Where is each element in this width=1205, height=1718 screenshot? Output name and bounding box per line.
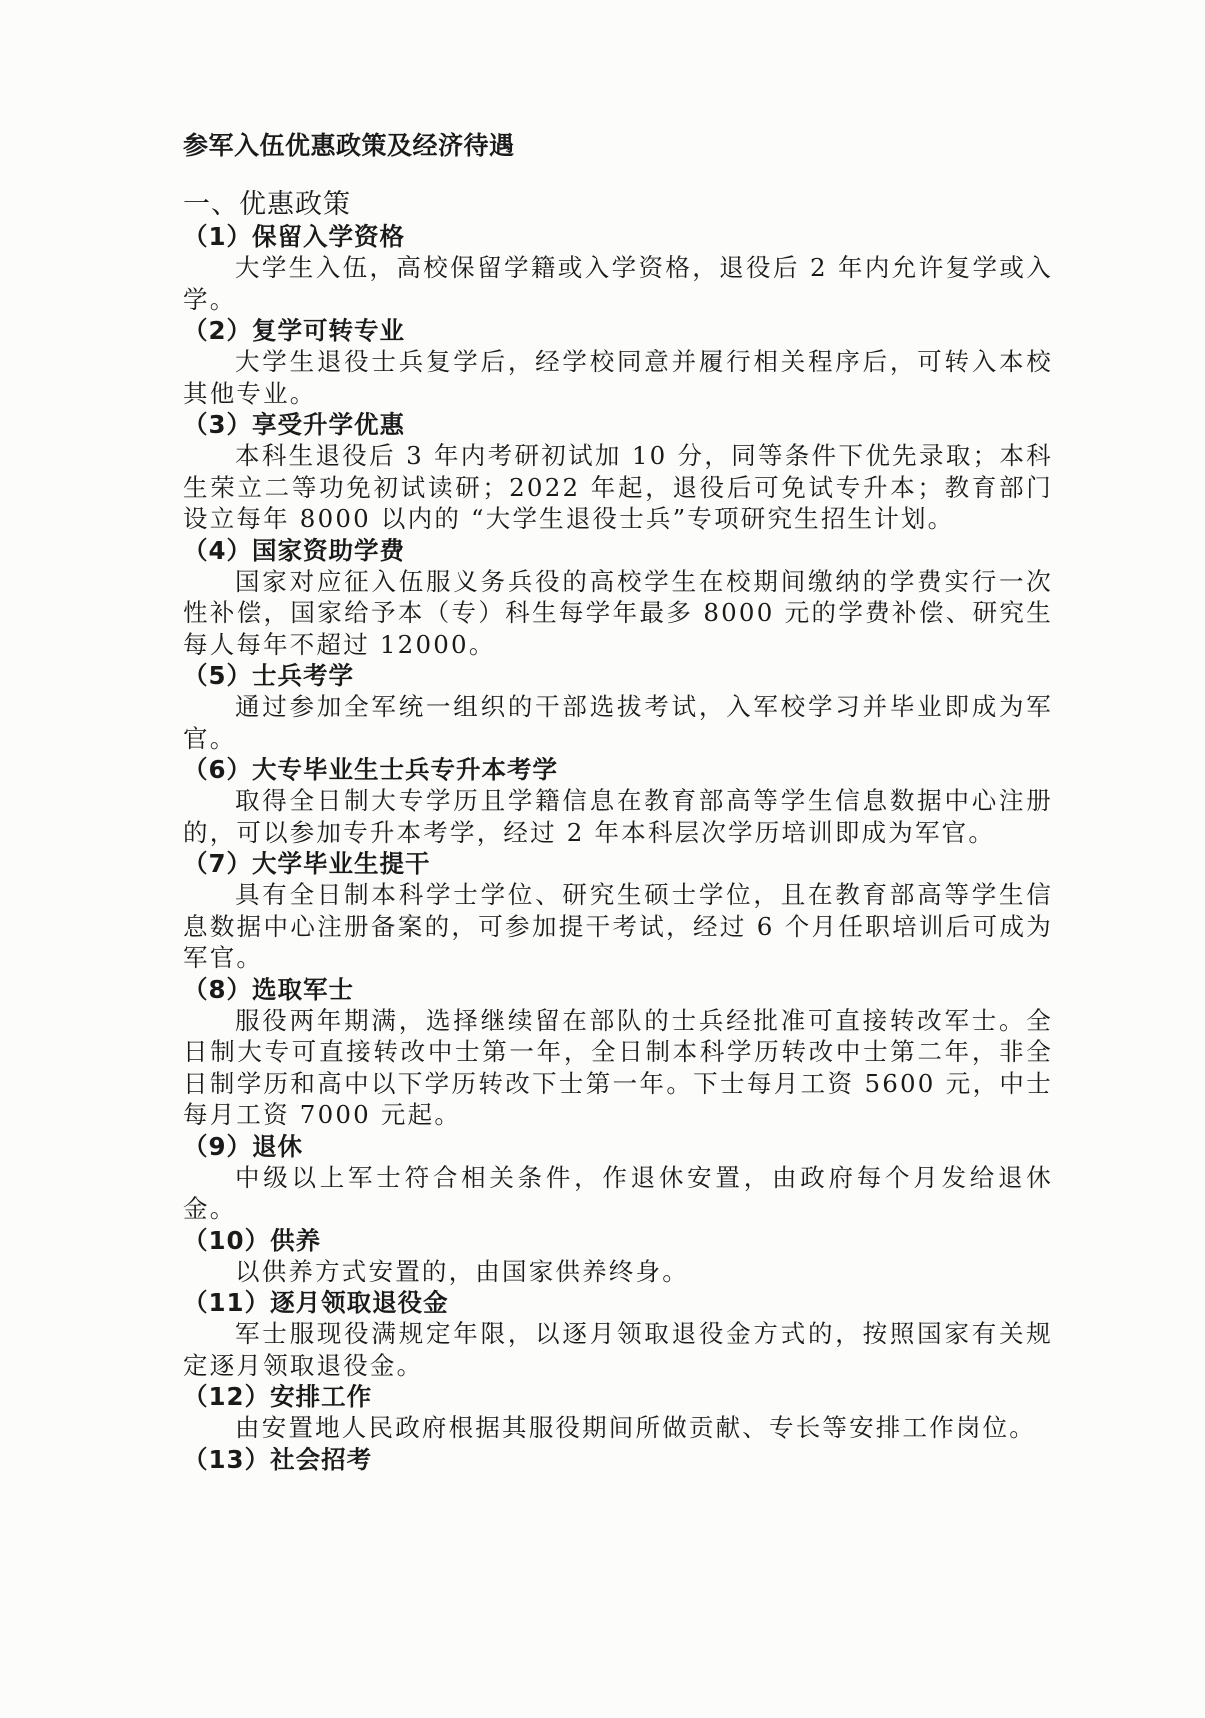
policy-item-body: 具有全日制本科学士学位、研究生硕士学位，且在教育部高等学生信息数据中心注册备案的，可参加提干考试，经过 6 个月任职培训后可成为军官。 <box>183 880 1053 972</box>
policy-item-body: 国家对应征入伍服义务兵役的高校学生在校期间缴纳的学费实行一次性补偿，国家给予本（专）科生每学年最多 8000 元的学费补偿、研究生每人每年不超过 12000。 <box>183 566 1053 659</box>
policy-item-heading: （3）享受升学优惠 <box>183 410 406 439</box>
policy-item-heading: （1）保留入学资格 <box>183 222 406 251</box>
policy-item-heading: （2）复学可转专业 <box>183 316 406 345</box>
policy-item-heading: （13）社会招考 <box>183 1444 373 1474</box>
document-body <box>183 128 1053 1475</box>
policy-item-heading: （7）大学毕业生提干 <box>183 849 431 878</box>
policy-item-body: 通过参加全军统一组织的干部选拔考试，入军校学习并毕业即成为军官。 <box>183 692 1053 753</box>
policy-item-body: 大学生入伍，高校保留学籍或入学资格，退役后 2 年内允许复学或入学。 <box>183 253 1053 314</box>
policy-item <box>183 222 1053 315</box>
policy-item-body: 军士服现役满规定年限，以逐月领取退役金方式的，按照国家有关规定逐月领取退役金。 <box>183 1319 1053 1380</box>
policy-item <box>183 316 1053 409</box>
policy-list <box>183 222 1053 1475</box>
policy-item <box>183 755 1053 848</box>
policy-item <box>183 1132 1053 1225</box>
policy-item <box>183 410 1053 535</box>
policy-item <box>183 1288 1053 1381</box>
policy-item-body: 以供养方式安置的，由国家供养终身。 <box>235 1256 689 1286</box>
policy-item-body: 中级以上军士符合相关条件，作退休安置，由政府每个月发给退休金。 <box>183 1162 1053 1223</box>
document-title: 参军入伍优惠政策及经济待遇 <box>183 131 515 160</box>
policy-item <box>183 975 1053 1131</box>
section-heading: 一、优惠政策 <box>183 189 351 220</box>
policy-item-heading: （10）供养 <box>183 1225 322 1255</box>
policy-item-body: 由安置地人民政府根据其服役期间所做贡献、专长等安排工作岗位。 <box>235 1413 1036 1442</box>
policy-item <box>183 536 1053 661</box>
policy-item-heading: （6）大专毕业生士兵专升本考学 <box>183 755 559 784</box>
policy-item <box>183 1382 1053 1444</box>
policy-item-body: 大学生退役士兵复学后，经学校同意并履行相关程序后，可转入本校其他专业。 <box>183 347 1053 408</box>
policy-item-body: 本科生退役后 3 年内考研初试加 10 分，同等条件下优先录取；本科生荣立二等功免初试读研；2022 年起，退役后可免试专升本；教育部门设立每年 8000 以内的 “大学生退役士兵”专项研究生招生计划。 <box>183 441 1053 533</box>
policy-item-body: 取得全日制大专学历且学籍信息在教育部高等学生信息数据中心注册的，可以参加专升本考学，经过 2 年本科层次学历培训即成为军官。 <box>183 786 1053 847</box>
policy-item <box>183 661 1053 754</box>
policy-item-body: 服役两年期满，选择继续留在部队的士兵经批准可直接转改军士。全日制大专可直接转改中士第一年，全日制本科学历转改中士第二年，非全日制学历和高中以下学历转改下士第一年。下士每月工资 5600 元，中士每月工资 7000 元起。 <box>183 1005 1053 1129</box>
policy-item-heading: （4）国家资助学费 <box>183 535 406 565</box>
policy-item <box>183 1445 1053 1475</box>
policy-item <box>183 849 1053 974</box>
policy-item-heading: （5）士兵考学 <box>183 661 355 690</box>
policy-item-heading: （8）选取军士 <box>183 974 355 1004</box>
policy-item-heading: （12）安排工作 <box>183 1382 373 1411</box>
policy-item-heading: （9）退休 <box>183 1131 304 1161</box>
policy-item <box>183 1226 1053 1288</box>
policy-item-heading: （11）逐月领取退役金 <box>183 1288 449 1317</box>
